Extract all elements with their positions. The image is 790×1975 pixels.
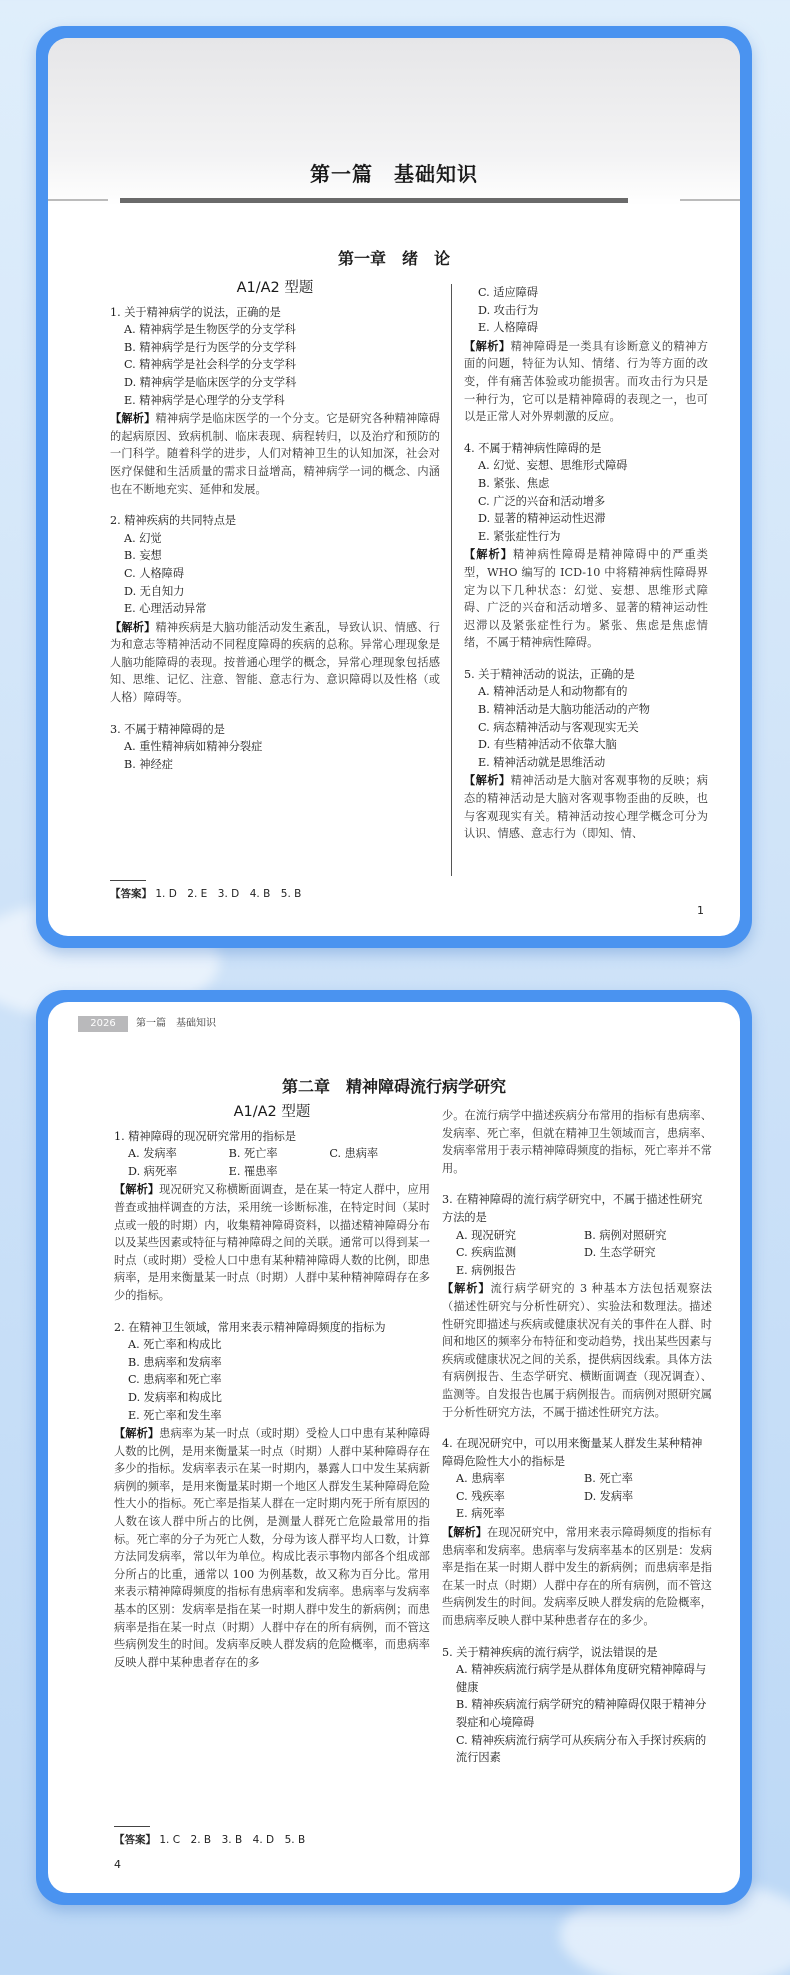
- question-stem: 5. 关于精神活动的说法，正确的是: [464, 667, 635, 681]
- explanation-text: 精神障碍是一类具有诊断意义的精神方面的问题，特征为认知、情绪、行为等方面的改变，伴有痛苦体验或功能损害。而攻击行为只是一种行为，它可以是精神障碍的表现之一，也可以是正常人对外界刺激的反应。: [464, 339, 708, 424]
- options-row: [442, 1244, 712, 1262]
- option-b: B. 精神病学是行为医学的分支学科: [124, 340, 296, 354]
- explanation: [114, 1425, 430, 1671]
- option-e: E. 精神病学是心理学的分支学科: [124, 393, 285, 407]
- question-stem: 4. 在现况研究中，可以用来衡量某人群发生某种精神障碍危险性大小的指标是: [442, 1437, 703, 1468]
- explanation: [110, 410, 440, 498]
- question-stem: 5. 关于精神疾病的流行病学，说法错误的是: [442, 1645, 658, 1659]
- explanation-continued: 少。在流行病学中描述疾病分布常用的指标有患病率、发病率、死亡率，但就在精神卫生领域而言，患病率、发病率常用于表示精神障碍频度的指标，死亡率并不常用。: [442, 1109, 712, 1175]
- right-column: [442, 1106, 712, 1767]
- explanation-label: 【解析】: [442, 1282, 491, 1296]
- question-stem: 1. 关于精神病学的说法，正确的是: [110, 305, 281, 319]
- option-b: B. 病例对照研究: [584, 1228, 667, 1242]
- explanation-label: 【解析】: [464, 774, 511, 788]
- explanation: [110, 619, 440, 707]
- option-d: D. 有些精神活动不依靠大脑: [478, 738, 617, 752]
- page-number: 1: [697, 904, 704, 917]
- running-head: 第一篇 基础知识: [136, 1018, 216, 1029]
- option-d: D. 攻击行为: [478, 303, 539, 317]
- question-3: [442, 1191, 712, 1421]
- option-a: A. 精神活动是人和动物都有的: [478, 685, 628, 699]
- option-b: B. 患病率和发病率: [128, 1355, 222, 1369]
- option-d: D. 无自知力: [124, 584, 185, 598]
- answer-key-values: 1. C 2. B 3. B 4. D 5. B: [159, 1834, 306, 1846]
- options-row: [442, 1262, 712, 1280]
- option-e: E. 人格障碍: [478, 321, 539, 335]
- question-stem: 3. 不属于精神障碍的是: [110, 722, 225, 736]
- explanation-text: 精神病学是临床医学的一个分支。它是研究各种精神障碍的起病原因、致病机制、临床表现、病程转归，以及治疗和预防的一门科学。随着科学的进步，人们对精神卫生的认知加深，社会对医疗保健和生活质量的需求日益增高，精神病学一词的概念、内涵也在不断地充实、延伸和发展。: [110, 412, 440, 496]
- question-3: [110, 721, 440, 774]
- option-e: E. 病例报告: [456, 1263, 517, 1277]
- chapter-title: 第一章 绪 论: [337, 249, 450, 268]
- options-row: [442, 1505, 712, 1523]
- answers-rule: [114, 1826, 150, 1827]
- option-c: C. 残疾率: [456, 1489, 505, 1503]
- explanation-label: 【解析】: [110, 412, 156, 426]
- options-row: [114, 1163, 430, 1181]
- question-4: [464, 440, 708, 652]
- option-c: C. 患病率和死亡率: [128, 1373, 222, 1387]
- option-b: B. 死亡率: [228, 1147, 278, 1161]
- explanation-text: 流行病学研究的 3 种基本方法包括观察法（描述性研究与分析性研究）、实验法和数理法。描述性研究即描述与疾病或健康状况有关的事件在人群、时间和地区的频率分布特征和变动趋势，找出某些因素与疾病或健康状况之间的关系，提供病因线索。具体方法有病例报告、生态学研究、横断面调查（现况调查）、监测等。自发报告也属于病例报告。而病例对照研究属于分析性研究方法，不属于描述性研究方法。: [442, 1282, 712, 1419]
- year-badge: 2026: [78, 1016, 128, 1032]
- explanation: [442, 1280, 712, 1421]
- option-e: E. 病死率: [456, 1507, 505, 1521]
- left-column: [110, 278, 440, 773]
- part-title: 第一篇 基础知识: [310, 162, 478, 186]
- option-empty: [584, 1505, 712, 1523]
- option-empty: [584, 1262, 712, 1280]
- option-e: E. 罹患率: [228, 1164, 278, 1178]
- option-b: B. 精神活动是大脑功能活动的产物: [478, 703, 650, 717]
- option-c: C. 人格障碍: [124, 566, 185, 580]
- explanation-label: 【解析】: [114, 1427, 160, 1441]
- left-column: [114, 1102, 430, 1685]
- option-e: E. 精神活动就是思维活动: [478, 755, 606, 769]
- question-2: [114, 1319, 430, 1672]
- option-a: A. 现况研究: [456, 1228, 516, 1242]
- explanation: [114, 1181, 430, 1304]
- explanation: [464, 772, 708, 842]
- option-e: E. 死亡率和发生率: [128, 1408, 222, 1422]
- option-b: B. 神经症: [124, 757, 173, 771]
- question-stem: 4. 不属于精神病性障碍的是: [464, 441, 602, 455]
- option-e: E. 紧张症性行为: [478, 529, 561, 543]
- question-2: [110, 512, 440, 707]
- option-c: C. 适应障碍: [478, 286, 539, 299]
- option-b: B. 妄想: [124, 549, 162, 563]
- answers-rule: [110, 880, 146, 881]
- option-a: A. 死亡率和构成比: [128, 1338, 222, 1352]
- page-card-2: [36, 990, 752, 1905]
- option-b: B. 死亡率: [584, 1472, 633, 1486]
- section-title: A1/A2 型题: [233, 1104, 311, 1120]
- question-4: [442, 1435, 712, 1630]
- explanation-label: 【解析】: [114, 1183, 160, 1197]
- answer-key-label: 【答案】: [114, 1834, 156, 1846]
- explanation-label: 【解析】: [442, 1526, 488, 1540]
- question-stem: 2. 在精神卫生领域，常用来表示精神障碍频度的指标为: [114, 1320, 386, 1334]
- explanation-text: 精神疾病是大脑功能活动发生紊乱，导致认识、情感、行为和意志等精神活动不同程度障碍的疾病的总称。异常心理现象是人脑功能障碍的表现。按普通心理学的概念，异常心理现象包括感知、思维、记忆、注意、智能、意志行为、意识障碍以及性格（或人格）障碍等。: [110, 620, 440, 705]
- option-a: A. 重性精神病如精神分裂症: [124, 740, 263, 754]
- question-1: [110, 304, 440, 499]
- explanation-text: 精神病性障碍是精神障碍中的严重类型，WHO 编写的 ICD-10 中将精神病性障碍界定为以下几种状态：幻觉、妄想、思维形式障碍、广泛的兴奋和活动增多、显著的精神运动性迟滞以及紧张症性行为。紧张、焦虑是焦虑情绪，不属于精神病性障碍。: [464, 548, 708, 650]
- explanation: [442, 1524, 712, 1630]
- question-stem: 1. 精神障碍的现况研究常用的指标是: [114, 1129, 297, 1143]
- answer-key: [110, 886, 301, 901]
- option-c: C. 疾病监测: [456, 1246, 517, 1260]
- header-rule: [120, 198, 628, 203]
- question-5: [464, 666, 708, 843]
- page-number: 4: [114, 1858, 121, 1871]
- option-a: A. 精神病学是生物医学的分支学科: [124, 323, 296, 337]
- option-b: B. 紧张、焦虑: [478, 476, 550, 490]
- chapter-title: 第二章 精神障碍流行病学研究: [281, 1077, 506, 1096]
- option-d: D. 发病率: [584, 1489, 634, 1503]
- question-1: [114, 1128, 430, 1305]
- explanation-label: 【解析】: [464, 548, 514, 562]
- option-d: D. 生态学研究: [584, 1246, 656, 1260]
- explanation-text: 患病率为某一时点（或时期）受检人口中患有某种障碍人数的比例，是用来衡量某一时点（时期）人群中某种障碍存在多少的指标。发病率表示在某一时期内，暴露人口中发生某病新病例的频率，是用来衡量某时期一个地区人群发生某种障碍危险性大小的指标。死亡率是指某人群在一定时期内死于所有原因的人数在该人群中所占的比例，是测量人群死亡危险最常用的指标。死亡率的分子为死亡人数，分母为该人群平均人口数，计算方法同发病率，常以年为单位。构成比表示事物内部各个组成部分所占的比重，通常以 100 为例基数，故又称为百分比。常用来表示精神障碍频度的指标有患病率和发病率。患病率与发病率基本的区别：发病率是指在某一时期人群中发生的新病例；而患病率是指在某一时点（时期）人群中存在的所有病例，而不管这些病例发生的时间。发病率反映人群发病的危险概率，而患病率反映人群中某种患者存在的多: [114, 1427, 430, 1669]
- option-b: B. 精神疾病流行病学研究的精神障碍仅限于精神分裂症和心境障碍: [456, 1698, 707, 1729]
- option-d: D. 发病率和构成比: [128, 1390, 222, 1404]
- option-a: A. 幻觉: [124, 531, 162, 545]
- question-stem: 3. 在精神障碍的流行病学研究中，不属于描述性研究方法的是: [442, 1193, 703, 1224]
- answer-key-values: 1. D 2. E 3. D 4. B 5. B: [155, 888, 302, 900]
- header-rule-left: [48, 199, 108, 201]
- book-page-2: [48, 1002, 740, 1893]
- options-row: [114, 1145, 430, 1163]
- option-c: C. 广泛的兴奋和活动增多: [478, 494, 606, 508]
- option-c: C. 病态精神活动与客观现实无关: [478, 720, 639, 734]
- explanation-label: 【解析】: [464, 339, 511, 353]
- question-5: [442, 1644, 712, 1767]
- explanation-text: 现况研究又称横断面调查，是在某一特定人群中，应用普查或抽样调查的方法，采用统一诊断标准，在特定时间（某时点或一般的时期）内，收集精神障碍资料，以描述精神障碍分布以及某些因素或特征与精神障碍之间的关联。通常可以得到某一时点（或时期）受检人口中患有某种精神障碍人数的比例，即患病率，是用来衡量某一时点（时期）人群中某种精神障碍存在多少的指标。: [114, 1183, 430, 1302]
- explanation: [464, 546, 708, 652]
- option-a: A. 患病率: [456, 1472, 505, 1486]
- option-d: D. 显著的精神运动性迟滞: [478, 512, 606, 526]
- explanation: [464, 338, 708, 426]
- header-rule-right: [680, 199, 740, 201]
- option-a: A. 发病率: [128, 1147, 177, 1161]
- explanation-text: 精神活动是大脑对客观事物的反映；病态的精神活动是大脑对客观事物歪曲的反映，也与客观现实有关。精神活动按心理学概念可分为认识、情感、意志行为（即知、情、: [464, 774, 708, 841]
- answer-key-label: 【答案】: [110, 888, 152, 900]
- question-stem: 2. 精神疾病的共同特点是: [110, 514, 237, 528]
- option-a: A. 精神疾病流行病学是从群体角度研究精神障碍与健康: [456, 1663, 707, 1694]
- option-a: A. 幻觉、妄想、思维形式障碍: [478, 459, 628, 473]
- options-row: [442, 1227, 712, 1245]
- option-d: D. 病死率: [128, 1164, 178, 1178]
- option-c: C. 精神疾病流行病学可从疾病分布入手探讨疾病的流行因素: [456, 1733, 707, 1765]
- book-page-1: [48, 38, 740, 936]
- option-e: E. 心理活动异常: [124, 602, 207, 616]
- section-title: A1/A2 型题: [236, 280, 314, 296]
- page-card-1: [36, 26, 752, 948]
- option-empty: [329, 1163, 430, 1181]
- right-column: [464, 284, 708, 857]
- explanation-text: 在现况研究中，常用来表示障碍频度的指标有患病率和发病率。患病率与发病率基本的区别是：发病率是指在某一时期人群中发生的新病例；而患病率是指在某一时点（时期）人群中存在的所有病例，而不管这些病例发生的时间。发病率反映人群发病的危险概率，而患病率反映人群中某种患者存在的多少。: [442, 1526, 712, 1628]
- options-row: [442, 1488, 712, 1506]
- option-c: C. 患病率: [329, 1147, 379, 1161]
- options-row: [442, 1470, 712, 1488]
- option-c: C. 精神病学是社会科学的分支学科: [124, 358, 296, 372]
- explanation-label: 【解析】: [110, 620, 156, 634]
- column-divider: [451, 284, 452, 876]
- answer-key: [114, 1832, 305, 1847]
- option-d: D. 精神病学是临床医学的分支学科: [124, 375, 297, 389]
